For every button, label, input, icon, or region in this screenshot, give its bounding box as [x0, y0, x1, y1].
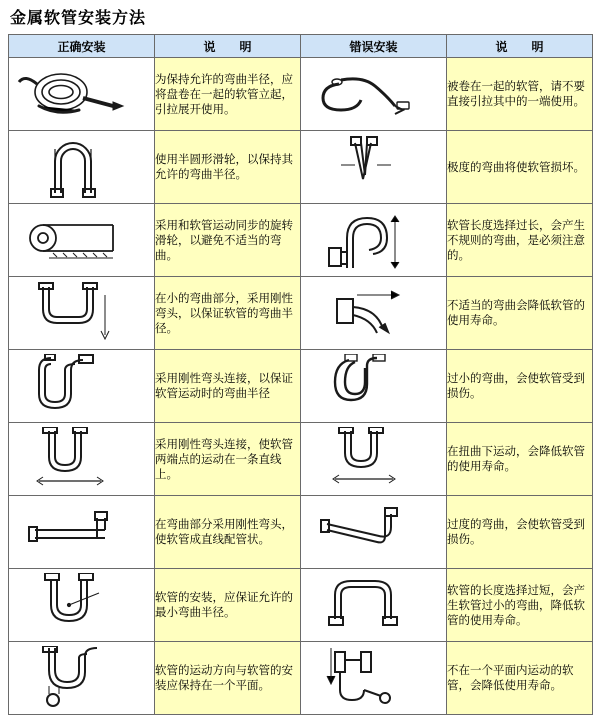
table-row: [9, 642, 593, 715]
straight-piping-icon: [9, 500, 154, 564]
description-correct: 在弯曲部分采用刚性弯头，使软管成直线配管状。: [155, 496, 301, 569]
description-wrong: 软管的长度选择过短，会产生软管过小的弯曲，降低软管的使用寿命。: [447, 569, 593, 642]
description-wrong: 过小的弯曲，会使软管受到损伤。: [447, 350, 593, 423]
table-row: [9, 496, 593, 569]
twisted-hose-icon: [301, 427, 446, 491]
description-correct: 采用刚性弯头连接，以保证软管运动时的弯曲半径: [155, 350, 301, 423]
description-correct: 使用半圆形滑轮，以保持其允许的弯曲半径。: [155, 131, 301, 204]
figure-hose-sharp-v-bend: [301, 131, 447, 204]
figure-rigid-elbow-u-bend-connection: [9, 350, 155, 423]
semicircular-sheave-icon: [9, 135, 154, 199]
figure-hose-motion-in-same-plane: [9, 642, 155, 715]
description-wrong: 过度的弯曲，会使软管受到损伤。: [447, 496, 593, 569]
description-correct: 为保持允许的弯曲半径，应将盘卷在一起的软管立起，引拉展开使用。: [155, 58, 301, 131]
figure-hose-with-synchronized-roller-chain: [9, 204, 155, 277]
figure-rigid-elbow-at-small-bend: [9, 277, 155, 350]
rigid-elbow-icon: [9, 281, 154, 345]
irregular-loop-icon: [301, 208, 446, 272]
table-row: [9, 423, 593, 496]
same-plane-motion-icon: [9, 646, 154, 710]
column-header-wrong: 错误安装: [301, 35, 447, 58]
description-correct: 软管的运动方向与软管的安装应保持在一个平面。: [155, 642, 301, 715]
sharp-v-bend-icon: [301, 135, 446, 199]
table-row: [9, 350, 593, 423]
coiled-hose-pulled-icon: [301, 62, 446, 126]
figure-hose-too-long-flat-loop: [301, 569, 447, 642]
small-bend-radius-icon: [301, 354, 446, 418]
table-row: [9, 204, 593, 277]
figure-excessive-bending-at-port: [301, 496, 447, 569]
minimum-bend-radius-icon: [9, 573, 154, 637]
roller-chain-icon: [9, 208, 154, 272]
figure-coiled-hose-pulled-straight: [301, 58, 447, 131]
column-header-correct: 正确安装: [9, 35, 155, 58]
description-correct: 采用刚性弯头连接，使软管两端点的运动在一条直线上。: [155, 423, 301, 496]
table-row: [9, 277, 593, 350]
figure-over-small-bend-radius: [301, 350, 447, 423]
figure-improper-tight-bend-at-fitting: [301, 277, 447, 350]
flat-loop-icon: [301, 573, 446, 637]
description-wrong: 在扭曲下运动，会降低软管的使用寿命。: [447, 423, 593, 496]
coiled-hose-icon: [9, 62, 154, 126]
straight-line-motion-icon: [9, 427, 154, 491]
description-wrong: 不在一个平面内运动的软管，会降低使用寿命。: [447, 642, 593, 715]
description-correct: 在小的弯曲部分，采用刚性弯头，以保证软管的弯曲半径。: [155, 277, 301, 350]
figure-coiled-hose-standing-upright: [9, 58, 155, 131]
figure-rigid-elbow-straight-line-motion: [9, 423, 155, 496]
table-header-row: [9, 35, 593, 58]
installation-methods-table: [8, 34, 593, 715]
description-wrong: 极度的弯曲将使软管损坏。: [447, 131, 593, 204]
u-bend-rigid-elbow-icon: [9, 354, 154, 418]
description-wrong: 不适当的弯曲会降低软管的使用寿命。: [447, 277, 593, 350]
description-wrong: 软管长度选择过长，会产生不规则的弯曲，是必须注意的。: [447, 204, 593, 277]
table-row: [9, 569, 593, 642]
figure-hose-too-long-irregular-loop: [301, 204, 447, 277]
figure-hose-over-semicircular-sheave: [9, 131, 155, 204]
figure-hose-motion-out-of-plane: [301, 642, 447, 715]
page-title: 金属软管安装方法: [10, 8, 147, 27]
table-row: [9, 131, 593, 204]
description-correct: 软管的安装，应保证允许的最小弯曲半径。: [155, 569, 301, 642]
column-header-wrong-desc: 说 明: [447, 35, 593, 58]
figure-hose-twisted-in-motion: [301, 423, 447, 496]
excessive-bend-port-icon: [301, 500, 446, 564]
out-of-plane-motion-icon: [301, 646, 446, 710]
figure-hose-minimum-bend-radius-u: [9, 569, 155, 642]
table-row: [9, 58, 593, 131]
description-correct: 采用和软管运动同步的旋转滑轮，以避免不适当的弯曲。: [155, 204, 301, 277]
column-header-correct-desc: 说 明: [155, 35, 301, 58]
tight-bend-fitting-icon: [301, 281, 446, 345]
description-wrong: 被卷在一起的软管，请不要直接引拉其中的一端使用。: [447, 58, 593, 131]
figure-rigid-elbow-straight-piping: [9, 496, 155, 569]
